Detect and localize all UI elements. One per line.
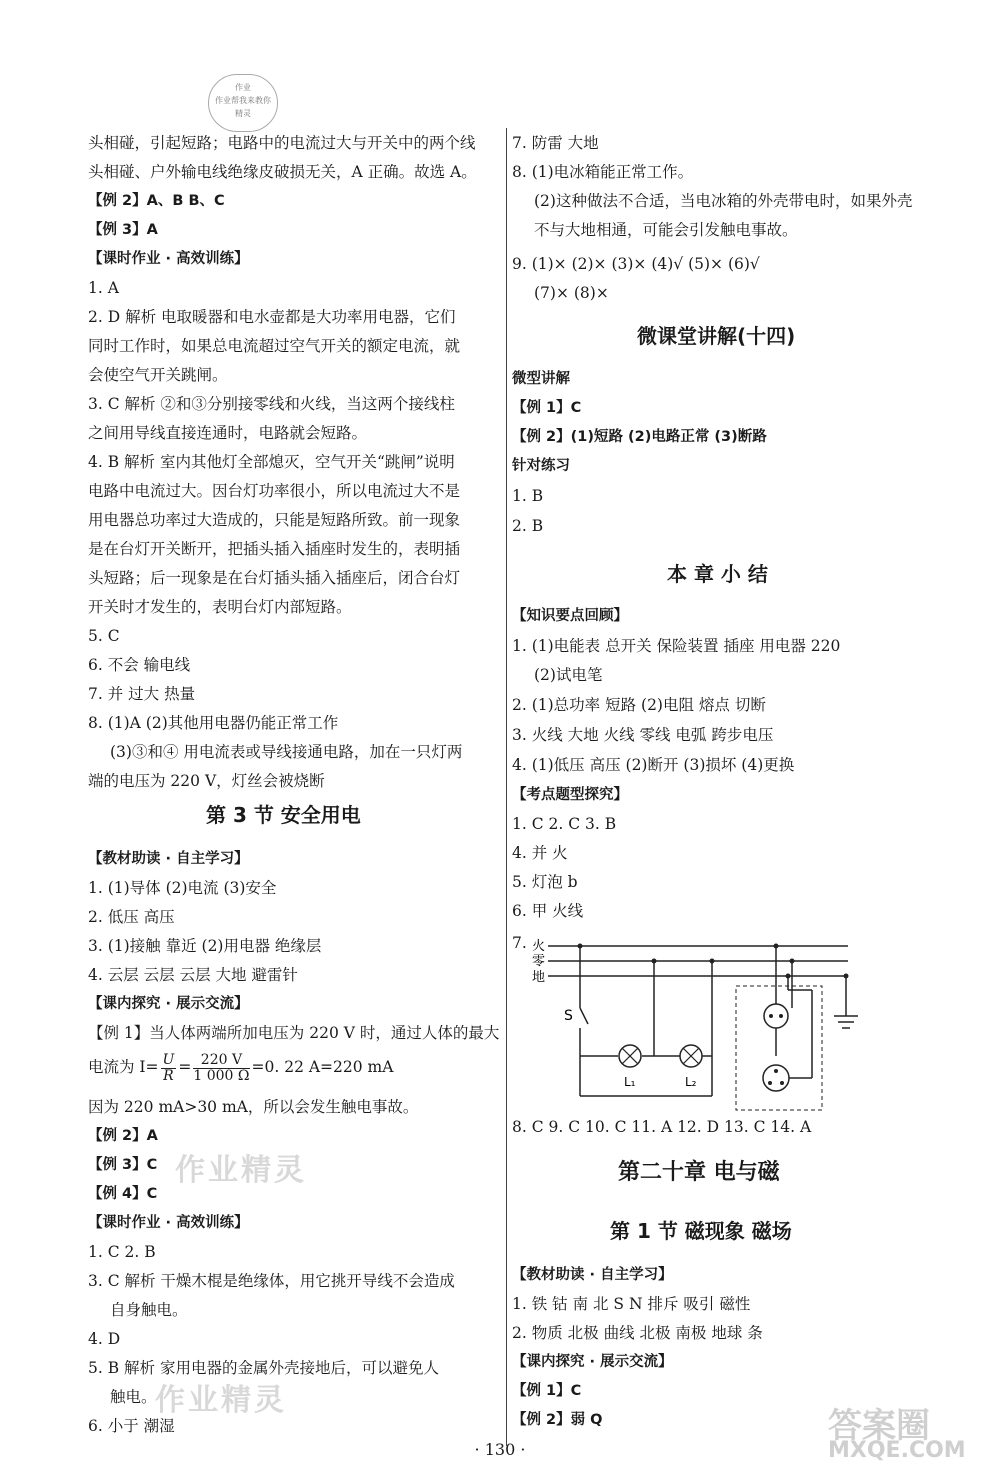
text-line: 【例 2】弱 Q xyxy=(512,1412,603,1428)
text-line: 开关时才发生的，表明台灯内部短路。 xyxy=(88,598,352,616)
page-number: · 130 · xyxy=(474,1440,526,1459)
text-line: (2)这种做法不合适，当电冰箱的外壳带电时，如果外壳 xyxy=(534,192,913,210)
text-line: 电路中电流过大。因台灯功率很小，所以电流过大不是 xyxy=(88,482,461,500)
text-line: 9. (1)× (2)× (3)× (4)√ (5)× (6)√ xyxy=(512,255,760,273)
fraction-denominator: 1 000 Ω xyxy=(193,1067,250,1084)
two-pin-socket-icon xyxy=(764,1004,788,1028)
text-line: (3)③和④ 用电流表或导线接通电路，加在一只灯两 xyxy=(110,743,463,761)
formula-line xyxy=(88,1050,393,1084)
live-wire-label: 火 xyxy=(532,939,546,954)
text-line: 4. 并 火 xyxy=(512,844,568,862)
section-label: 【课时作业 · 高效训练】 xyxy=(88,1215,249,1231)
neutral-wire-label: 零 xyxy=(532,954,546,969)
text-line: 【例 1】C xyxy=(512,400,582,416)
text-line: 3. C 解析 干燥木棍是绝缘体，用它挑开导线不会造成 xyxy=(88,1272,455,1290)
chapter-title: 第二十章 电与磁 xyxy=(618,1160,780,1185)
text-line: 6. 小于 潮湿 xyxy=(88,1417,175,1435)
lamp-l2-label: L₂ xyxy=(685,1075,697,1089)
text-line: 2. 物质 北极 曲线 北极 南极 地球 条 xyxy=(512,1324,763,1342)
text-line: 头相碰，引起短路；电路中的电流过大与开关中的两个线 xyxy=(88,134,476,152)
section-title: 本 章 小 结 xyxy=(667,562,768,586)
text-line: 3. (1)接触 靠近 (2)用电器 绝缘层 xyxy=(88,937,322,955)
text-line: 1. C 2. C 3. B xyxy=(512,815,617,833)
text-line: 会使空气开关跳闸。 xyxy=(88,366,228,384)
text-line: 2. D 解析 电取暖器和电水壶都是大功率用电器，它们 xyxy=(88,308,456,326)
formula-text: = xyxy=(178,1058,192,1076)
text-line: 【例 2】A xyxy=(88,1128,158,1144)
text-line: 端的电压为 220 V，灯丝会被烧断 xyxy=(88,772,325,790)
fraction-voltage-over-resistance xyxy=(193,1053,249,1084)
text-line: 5. 灯泡 b xyxy=(512,873,578,891)
text-line: 1. 铁 钴 南 北 S N 排斥 吸引 磁性 xyxy=(512,1295,751,1313)
stamp-text: 精灵 xyxy=(235,109,251,118)
text-line: 是在台灯开关断开，把插头插入插座时发生的，表明插 xyxy=(88,540,461,558)
text-line: 8. (1)A (2)其他用电器仍能正常工作 xyxy=(88,714,339,732)
watermark: 作业精灵 xyxy=(155,1383,287,1418)
text-line: 4. B 解析 室内其他灯全部熄灭，空气开关“跳闸”说明 xyxy=(88,453,455,471)
text-line: 7. xyxy=(512,934,527,952)
text-line: 1. C 2. B xyxy=(88,1243,156,1261)
section-label: 微型讲解 xyxy=(512,371,570,387)
section-label: 【教材助读 · 自主学习】 xyxy=(512,1267,673,1283)
column-divider xyxy=(506,128,507,1446)
text-line: 6. 甲 火线 xyxy=(512,902,584,920)
circuit-diagram xyxy=(512,928,872,1114)
text-line: 4. 云层 云层 云层 大地 避雷针 xyxy=(88,966,298,984)
lamp-l1-label: L₁ xyxy=(624,1075,636,1089)
section-label: 【课内探究 · 展示交流】 xyxy=(512,1354,673,1370)
text-line: 8. (1)电冰箱能正常工作。 xyxy=(512,163,694,181)
switch-label: S xyxy=(564,1008,573,1024)
text-line: 【例 2】(1)短路 (2)电路正常 (3)断路 xyxy=(512,429,767,445)
text-line: 【例 2】A、B B、C xyxy=(88,193,225,209)
text-line: 【例 3】C xyxy=(88,1157,158,1173)
text-line: 自身触电。 xyxy=(110,1301,188,1319)
text-line: 【例 1】当人体两端所加电压为 220 V 时，通过人体的最大 xyxy=(88,1024,500,1042)
text-line: 5. C xyxy=(88,627,120,645)
fraction-numerator: 220 V xyxy=(193,1053,249,1069)
text-line: 2. 低压 高压 xyxy=(88,908,175,926)
text-line: 【例 3】A xyxy=(88,222,158,238)
three-pin-socket-icon xyxy=(763,1065,789,1091)
stamp-text: 作业 xyxy=(235,83,251,92)
text-line: 5. B 解析 家用电器的金属外壳接地后，可以避免人 xyxy=(88,1359,439,1377)
fraction-numerator: U xyxy=(162,1051,175,1068)
text-line: 触电。 xyxy=(110,1388,157,1406)
section-title: 第 1 节 磁现象 磁场 xyxy=(610,1219,792,1243)
text-line: 之间用导线直接连通时，电路就会短路。 xyxy=(88,424,368,442)
section-label: 【课时作业 · 高效训练】 xyxy=(88,251,249,267)
text-line: 【例 4】C xyxy=(88,1186,158,1202)
text-line: 8. C 9. C 10. C 11. A 12. D 13. C 14. A xyxy=(512,1118,812,1136)
text-line: 头相碰、户外输电线绝缘皮破损无关，A 正确。故选 A。 xyxy=(88,163,477,181)
formula-text: =0. 22 A=220 mA xyxy=(251,1058,394,1076)
text-line: 6. 不会 输电线 xyxy=(88,656,191,674)
text-line: 4. D xyxy=(88,1330,121,1348)
text-line: (7)× (8)× xyxy=(534,284,609,302)
stamp-text: 作业帮我来教你 xyxy=(215,96,271,105)
text-line: 7. 并 过大 热量 xyxy=(88,685,196,703)
text-line: 2. B xyxy=(512,517,544,535)
section-label: 【教材助读 · 自主学习】 xyxy=(88,851,249,867)
text-line: 1. (1)导体 (2)电流 (3)安全 xyxy=(88,879,277,897)
section-title: 微课堂讲解(十四) xyxy=(637,324,796,348)
section-title: 第 3 节 安全用电 xyxy=(206,803,361,827)
text-line: 不与大地相通，可能会引发触电事故。 xyxy=(534,221,798,239)
text-line: 1. B xyxy=(512,487,544,505)
watermark: 作业精灵 xyxy=(175,1153,307,1188)
text-line: 2. (1)总功率 短路 (2)电阻 熔点 切断 xyxy=(512,696,766,714)
text-line: 3. 火线 大地 火线 零线 电弧 跨步电压 xyxy=(512,726,774,744)
logo-text: 答案圈 xyxy=(828,1406,930,1446)
section-label: 针对练习 xyxy=(512,458,570,474)
text-line: 1. A xyxy=(88,279,119,297)
text-line: 7. 防雷 大地 xyxy=(512,134,599,152)
ground-wire-label: 地 xyxy=(532,970,546,985)
section-label: 【知识要点回顾】 xyxy=(512,608,628,624)
text-line: 因为 220 mA>30 mA，所以会发生触电事故。 xyxy=(88,1098,419,1116)
text-line: 1. (1)电能表 总开关 保险装置 插座 用电器 220 xyxy=(512,637,841,655)
text-line: 用电器总功率过大造成的，只能是短路所致。前一现象 xyxy=(88,511,461,529)
publisher-stamp xyxy=(208,74,278,132)
text-line: (2)试电笔 xyxy=(534,666,603,684)
text-line: 3. C 解析 ②和③分别接零线和火线，当这两个接线柱 xyxy=(88,395,455,413)
text-line: 4. (1)低压 高压 (2)断开 (3)损坏 (4)更换 xyxy=(512,756,795,774)
fraction-denominator: R xyxy=(163,1067,174,1084)
text-line: 头短路；后一现象是在台灯插头插入插座后，闭合台灯 xyxy=(88,569,461,587)
fraction-u-over-r xyxy=(161,1053,177,1084)
text-line: 同时工作时，如果总电流超过空气开关的额定电流，就 xyxy=(88,337,461,355)
formula-text: 电流为 I= xyxy=(88,1058,159,1076)
section-label: 【考点题型探究】 xyxy=(512,787,628,803)
logo-url: MXQE.COM xyxy=(828,1438,966,1463)
text-line: 【例 1】C xyxy=(512,1383,582,1399)
section-label: 【课内探究 · 展示交流】 xyxy=(88,996,249,1012)
